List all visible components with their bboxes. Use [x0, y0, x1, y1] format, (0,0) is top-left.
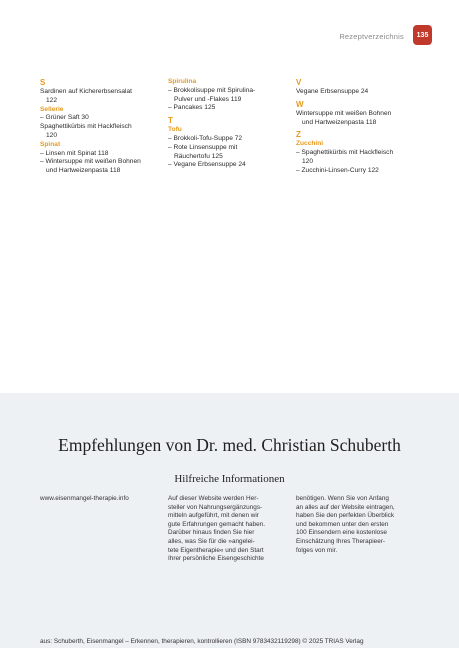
index-entry: Spaghettikürbis mit Hackfleisch [40, 123, 132, 131]
index-letter-v: V [296, 78, 302, 87]
recommendation-panel [0, 393, 459, 648]
text-line: 100 Einsendern eine kostenlose [296, 529, 387, 537]
index-subhead-spirulina: Spirulina [168, 78, 197, 85]
text-line: folges von mir. [296, 546, 338, 554]
index-subhead-spinat: Spinat [40, 140, 61, 148]
index-letter-s: S [40, 78, 46, 87]
index-entry-page: 122 [46, 96, 58, 104]
index-column-2 [168, 78, 286, 170]
recommendation-text-column-2 [296, 495, 408, 555]
index-entry-page: 120 [46, 131, 58, 139]
text-line: gute Erfahrungen gemacht haben. [168, 520, 265, 528]
index-subentry: – Pancakes 125 [168, 104, 216, 112]
index-subentry: – Rote Linsensuppe mit [168, 143, 238, 151]
index-subhead-zucchini: Zucchini [296, 140, 324, 148]
index-subentry: – Zucchini-Linsen-Curry 122 [296, 166, 379, 174]
index-entry: Sardinen auf Kichererbsensalat [40, 88, 133, 95]
text-line: an alles auf der Website eintragen, [296, 503, 395, 511]
index-subentry: – Linsen mit Spinat 118 [40, 149, 109, 157]
text-line: und bekommen unter den ersten [296, 520, 389, 528]
website-link[interactable]: www.eisenmangel-therapie.info [40, 495, 129, 502]
index-entry-cont: und Hartweizenpasta 118 [302, 118, 377, 126]
recommendation-title: Empfehlungen von Dr. med. Christian Schuberth [58, 435, 401, 455]
recommendation-subtitle: Hilfreiche Informationen [174, 473, 285, 485]
text-line: mitteln aufgeführt, mit denen wir [168, 512, 259, 520]
text-line: Auf dieser Website werden Her- [168, 495, 259, 502]
page-number-badge: 135 [413, 25, 432, 45]
index-subhead-sellerie: Sellerie [40, 105, 64, 113]
text-line: tete Eigentherapie« und den Start [168, 546, 264, 554]
text-line: Ihrer persönliche Eisengeschichte [168, 555, 264, 563]
text-line: haben Sie den perfekten Überblick [296, 512, 395, 520]
recommendation-text-column-1 [168, 495, 280, 564]
index-subentry: – Brokkoli-Tofu-Suppe 72 [168, 134, 243, 142]
index-letter-t: T [168, 116, 173, 126]
text-line: Darüber hinaus finden Sie hier [168, 529, 255, 537]
source-citation-footer: aus: Schuberth, Eisenmangel – Erkennen, therapieren, kontrollieren (ISBN 9783432119298) © 2025 TRIAS Verlag [40, 638, 364, 645]
text-line: steller von Nahrungsergänzungs- [168, 503, 263, 511]
index-letter-w: W [296, 99, 304, 109]
index-subentry: – Spaghettikürbis mit Hackfleisch [296, 149, 394, 157]
index-entry: Vegane Erbsensuppe 24 [296, 88, 369, 95]
text-line: benötigen. Wenn Sie von Anfang [296, 495, 389, 502]
text-line: Einschätzung Ihres Therapieer- [296, 537, 386, 545]
index-subentry-cont: und Hartweizenpasta 118 [46, 167, 121, 175]
index-subentry-cont: 120 [302, 157, 314, 165]
index-letter-z: Z [296, 130, 301, 140]
index-subentry: – Brokkolisuppe mit Spirulina- [168, 86, 256, 94]
index-subentry-cont: Räuchertofu 125 [174, 152, 223, 160]
index-subentry: – Wintersuppe mit weißen Bohnen [40, 158, 141, 166]
running-header-title: Rezeptverzeichnis [339, 32, 404, 41]
index-subentry: – Vegane Erbsensuppe 24 [168, 161, 246, 169]
index-column-1 [40, 78, 160, 176]
index-subhead-tofu: Tofu [168, 126, 182, 134]
index-subentry-cont: Pulver und -Flakes 119 [174, 95, 242, 103]
index-column-3 [296, 78, 416, 176]
index-entry: Wintersuppe mit weißen Bohnen [296, 109, 392, 117]
index-subentry: – Grüner Saft 30 [40, 114, 89, 122]
text-line: alles, was Sie für die »angelei- [168, 537, 255, 545]
